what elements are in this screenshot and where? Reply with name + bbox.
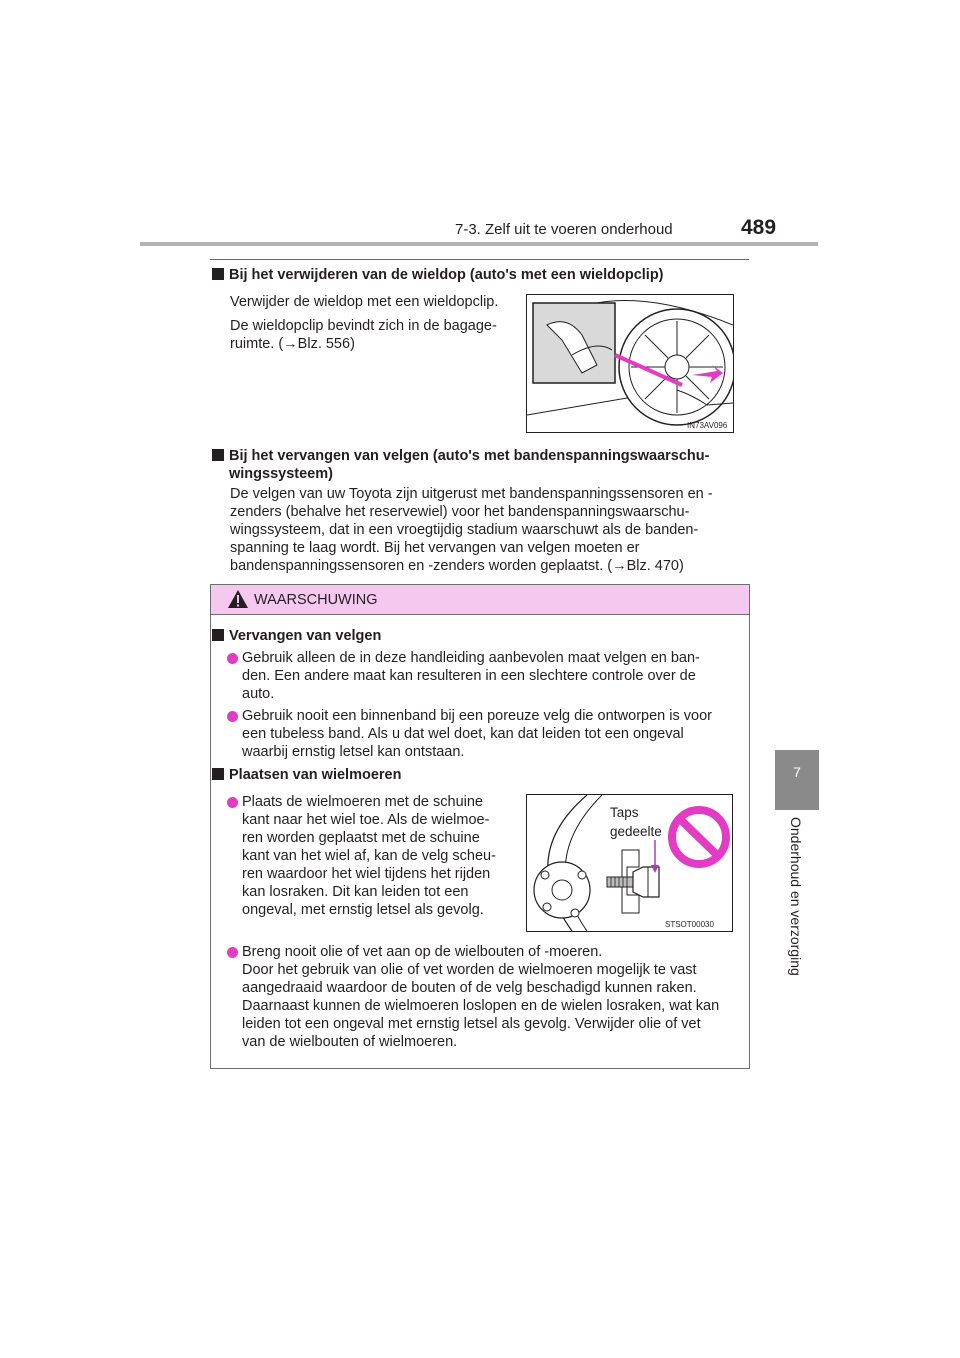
wheel-cap-removal-illustration — [526, 294, 734, 433]
warning-box — [210, 584, 750, 1069]
warning-triangle-icon — [227, 589, 249, 609]
wheel-cap-removal-drawing — [527, 295, 733, 432]
bullet-dot-icon — [227, 653, 238, 664]
warning-subheading: Vervangen van velgen — [212, 627, 381, 645]
warning-title: WAARSCHUWING — [254, 592, 378, 608]
warning-subheading: Plaatsen van wielmoeren — [212, 766, 401, 784]
content-divider — [210, 259, 749, 260]
square-bullet-icon — [212, 449, 224, 461]
wheel-nut-illustration — [526, 794, 733, 932]
chapter-number: 7 — [793, 764, 801, 780]
section-body: Verwijder de wieldop met een wieldopclip. De wieldopclip bevindt zich in de bagage- ruimte. (→Blz. 556) — [230, 294, 499, 352]
warning-bullet: Gebruik alleen de in deze handleiding aanbevolen maat velgen en ban- den. Een andere maat kan resulteren in een slechtere controle over de auto. — [242, 650, 700, 702]
section-body: De velgen van uw Toyota zijn uitgerust met bandenspanningssensoren en - zenders (behalve het reservewiel) voor het bandenspanningswaarschu- wingssysteem, dat in een vroegtijdig stadium waarschuwt als de banden- spanning te laag wordt. Bij het vervangen van velgen moeten er bandenspanningssensoren en -zenders worden geplaatst. (→Blz. 470) — [230, 486, 713, 574]
chapter-label: Onderhoud en verzorging — [788, 817, 804, 976]
page-number: 489 — [741, 216, 777, 239]
section-breadcrumb: 7-3. Zelf uit te voeren onderhoud — [455, 221, 673, 238]
warning-bullet: Gebruik nooit een binnenband bij een poreuze velg die ontworpen is voor een tubeless band. Als u dat wel doet, kan dat leiden tot een ongeval waarbij ernstig letsel kan ontstaan. — [242, 708, 712, 760]
chapter-label-tab — [775, 815, 819, 1005]
warning-bullet: Breng nooit olie of vet aan op de wielbouten of -moeren. Door het gebruik van olie of vet worden de wielmoeren mogelijk te vast aangedraaid waardoor de bouten of de velg beschadigd kunnen raken. Daarnaast kunnen de wielmoeren loslopen en de wielen losraken, wat kan leiden tot een ongeval met ernstig letsel als gevolg. Verwijder olie of vet van de wielbouten of wielmoeren. — [242, 944, 720, 1050]
square-bullet-icon — [212, 768, 224, 780]
figure-code: STSOT00030 — [665, 920, 714, 929]
section-heading: Bij het vervangen van velgen (auto's met bandenspanningswaarschu- wingssysteem) — [212, 447, 752, 483]
bullet-dot-icon — [227, 947, 238, 958]
section-heading: Bij het verwijderen van de wieldop (auto's met een wieldopclip) — [212, 266, 752, 284]
figure-code: IN73AV096 — [687, 421, 728, 430]
square-bullet-icon — [212, 629, 224, 641]
warning-header — [211, 585, 749, 615]
figure-label: Taps gedeelte — [610, 805, 662, 839]
bullet-dot-icon — [227, 711, 238, 722]
header-divider — [140, 242, 818, 246]
square-bullet-icon — [212, 268, 224, 280]
bullet-dot-icon — [227, 797, 238, 808]
chapter-tab[interactable] — [775, 750, 819, 810]
warning-bullet: Plaats de wielmoeren met de schuine kant naar het wiel toe. Als de wielmoe- ren worden geplaatst met de schuine kant van het wiel af, kan de velg scheu- ren waardoor het wiel tijdens het rijden kan losraken. Dit kan leiden tot een ongeval, met ernstig letsel als gevolg. — [242, 794, 496, 918]
